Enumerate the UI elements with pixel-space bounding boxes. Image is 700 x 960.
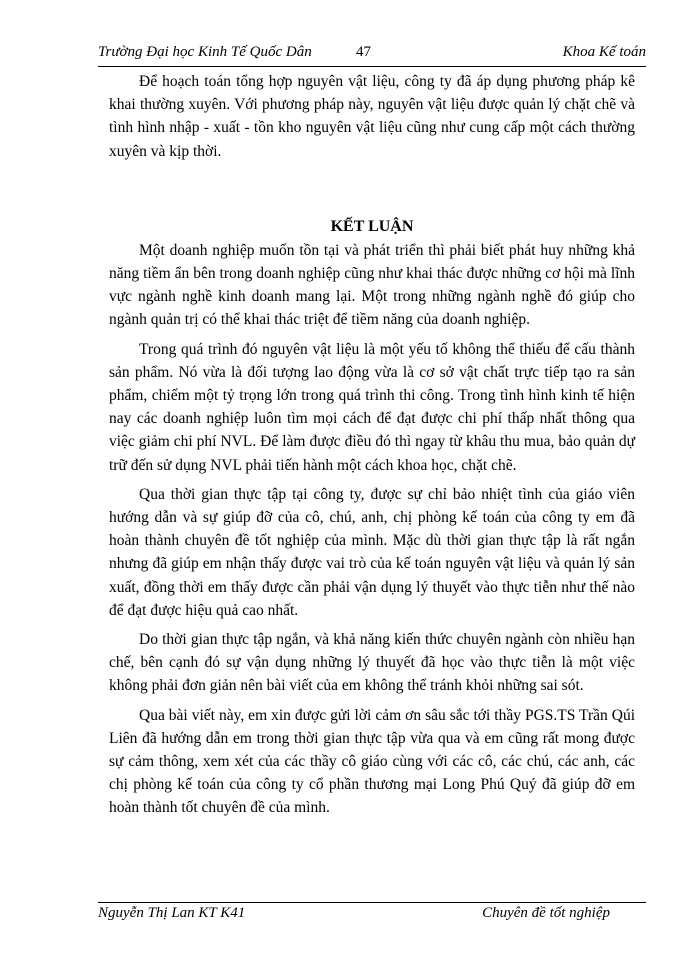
footer-doc-type: Chuyên đề tốt nghiệp: [482, 905, 610, 921]
paragraph-5: Qua bài viết này, em xin được gửi lời cảm ơn sâu sắc tới thầy PGS.TS Trần Qúi Liên đã hướng dẫn em trong thời gian thực tập vừa qua và em cũng rất mong được sự cảm thông, xem xét của các thầy cô giáo cùng với các cô, các chú, các anh, các chị phòng kế toán của công ty cổ phần thương mại Long Phú Quý đã giúp đỡ em hoàn thành tốt chuyên đề của mình.: [109, 706, 635, 817]
section-gap: [109, 163, 635, 222]
footer-author: Nguyễn Thị Lan KT K41: [98, 905, 246, 921]
section-title: KẾT LUẬN: [330, 217, 414, 235]
paragraph-4: Do thời gian thực tập ngắn, và khả năng kiến thức chuyên ngành còn nhiều hạn chế, bên cạnh đó sự vận dụng những lý thuyết đã học vào thực tiễn là một việc không phải đơn giản nên bài viết của em không thể tránh khỏi những sai sót.: [109, 631, 635, 695]
paragraph-2: Trong quá trình đó nguyên vật liệu là một yếu tố không thể thiếu để cấu thành sản phẩm. Nó vừa là đối tượng lao động vừa là cơ sở vật chất trực tiếp tạo ra sản phẩm, chiếm một tỷ trọng lớn trong quá trình thi công. Trong tình hình kinh tế hiện nay các doanh nghiệp luôn tìm mọi cách để đạt được chi phí thấp nhất thông qua việc giảm chi phí NVL. Để làm được điều đó thì ngay từ khâu thu mua, bảo quản dự trữ đến sử dụng NVL phải tiến hành một cách khoa học, chặt chẽ.: [109, 340, 635, 474]
paragraph-1: Một doanh nghiệp muốn tồn tại và phát triển thì phải biết phát huy những khả năng tiềm ẩn bên trong doanh nghiệp cũng như khai thác được những cơ hội mà lĩnh vực ngành nghề kinh doanh mang lại. Một trong những ngành nghề đó giúp cho ngành quản trị có thể khai thác triệt để tiềm năng của doanh nghiệp.: [109, 241, 635, 329]
intro-paragraph: Để hoạch toán tổng hợp nguyên vật liệu, công ty đã áp dụng phương pháp kê khai thường xuyên. Với phương pháp này, nguyên vật liệu được quản lý chặt chẽ và tình hình nhập - xuất - tồn kho nguyên vật liệu cũng như cung cấp một cách thường xuyên và kịp thời.: [109, 73, 635, 160]
document-body: [109, 70, 635, 820]
footer-divider: [98, 902, 646, 903]
header-faculty: Khoa Kế toán: [562, 44, 646, 60]
page-number: 47: [356, 44, 371, 60]
page-header: [98, 44, 646, 66]
header-university: Trường Đại học Kinh Tế Quốc Dân: [98, 44, 312, 60]
page-footer: [98, 905, 646, 925]
paragraph-3: Qua thời gian thực tập tại công ty, được sự chỉ bảo nhiệt tình của giáo viên hướng dẫn và sự giúp đỡ của cô, chú, anh, chị phòng kế toán của công ty em đã hoàn thành chuyên đề tốt nghiệp của mình. Mặc dù thời gian thực tập là rất ngắn nhưng đã giúp em nhận thấy được vai trò của kế toán nguyên vật liệu và quản lý sản xuất, đồng thời em thấy được cần phải vận dụng lý thuyết vào thực tiễn như thế nào để đạt được hiệu quả cao nhất.: [109, 485, 635, 619]
header-divider: [98, 66, 646, 67]
